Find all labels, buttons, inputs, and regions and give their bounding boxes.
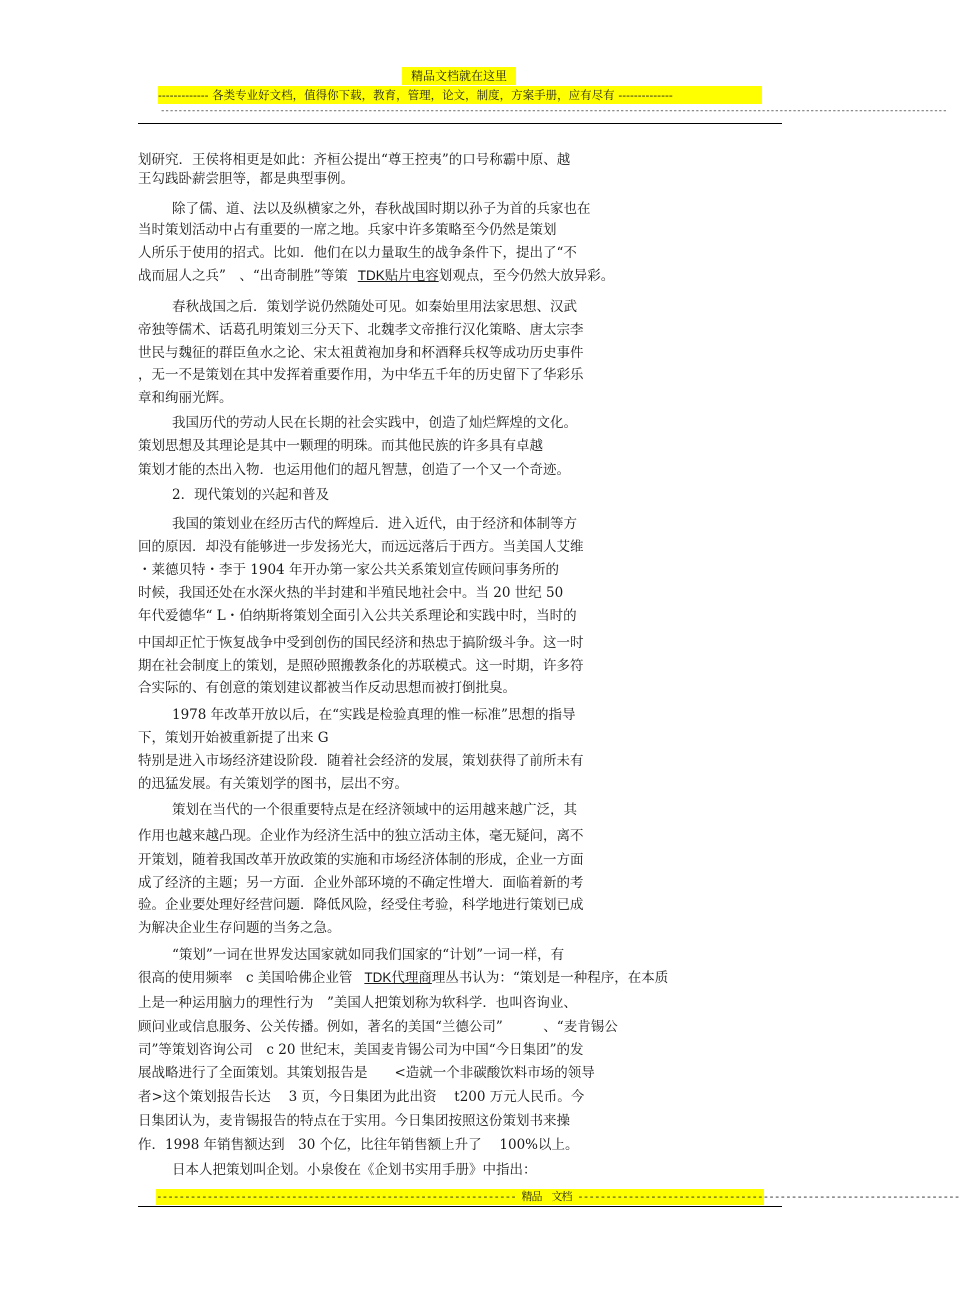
- text-line: 我国的策划业在经历古代的辉煌后．进入近代，由于经济和体制等方: [172, 516, 577, 532]
- text-line: 中国却正忙于恢复战争中受到创伤的国民经济和热忠于搞阶级斗争。这一时: [138, 635, 584, 651]
- text-span: 很高的使用频率 c 美国哈佛企业管: [138, 970, 353, 986]
- text-line: 春秋战国之后．策划学说仍然随处可见。如秦始里用法家思想、汉武: [172, 299, 577, 315]
- text-line: 展战略进行了全面策划。其策划报告是 <造就一个非碳酸饮料市场的领导: [138, 1065, 595, 1081]
- text-line: 年代爱德华“ L・伯纳斯将策划全面引入公共关系理论和实践中时，当时的: [138, 608, 577, 624]
- text-line: 划研究．王侯将相更是如此：齐桓公提出“尊王控夷”的口号称霸中原、越: [138, 152, 571, 168]
- text-line: 1978 年改革开放以后，在“实践是检验真理的惟一标准”思想的指导: [172, 707, 576, 723]
- footer-rule: [138, 1206, 782, 1207]
- text-span: 战而屈人之兵” 、“出奇制胜”等策: [138, 268, 348, 284]
- text-line: 除了儒、道、法以及纵横家之外，春秋战国时期以孙子为首的兵家也在: [172, 201, 591, 217]
- text-line: [138, 267, 614, 285]
- text-span: 划观点，至今仍然大放异彩。: [438, 268, 615, 284]
- tdk-agent-link[interactable]: TDK代理商: [364, 970, 432, 985]
- section-heading: 2．现代策划的兴起和普及: [172, 487, 330, 503]
- text-line: 特别是进入市场经济建设阶段．随着社会经济的发展，策划获得了前所未有: [138, 753, 584, 769]
- text-line: 时候，我国还处在水深火热的半封建和半殖民地社会中。当 20 世纪 50: [138, 585, 564, 601]
- text-line: 者>这个策划报告长达 3 页，今日集团为此出资 t200 万元人民币。今: [138, 1089, 585, 1105]
- header-rule: [138, 123, 782, 124]
- text-line: 我国历代的劳动人民在长期的社会实践中，创造了灿烂辉煌的文化。: [172, 415, 577, 431]
- text-line: 章和绚丽光辉。: [138, 390, 233, 406]
- text-line: 上是一种运用脑力的理性行为 ”美国人把策划称为软科学．也叫咨询业、: [138, 995, 577, 1011]
- text-line: 策划在当代的一个很重要特点是在经济领域中的运用越来越广泛，其: [172, 802, 577, 818]
- text-line: 司”等策划咨询公司 c 20 世纪末，美国麦肯锡公司为中国“今日集团”的发: [138, 1042, 584, 1058]
- text-line: 策划思想及其理论是其中一颗理的明珠。而其他民族的许多具有卓越: [138, 438, 543, 454]
- text-line: ，无一不是策划在其中发挥着重要作用，为中华五千年的历史留下了华彩乐: [138, 367, 584, 383]
- text-line: 人所乐于使用的招式。比如．他们在以力量取生的战争条件下，提出了“不: [138, 245, 577, 261]
- text-line: 期在社会制度上的策划，是照砂照搬教条化的苏联模式。这一时期，许多符: [138, 658, 584, 674]
- text-line: 回的原因．却没有能够进一步发扬光大，而远远落后于西方。当美国人艾维: [138, 539, 584, 555]
- tdk-capacitor-link[interactable]: TDK贴片电容: [357, 268, 439, 283]
- header-dash-line: ----------------------------------------------------------------------------------------------------------------------------------------------------------------------------------: [160, 106, 947, 116]
- text-line: 日本人把策划叫企划。小泉俊在《企划书实用手册》中指出：: [172, 1162, 537, 1178]
- text-line: 为解决企业生存问题的当务之急。: [138, 920, 341, 936]
- text-line: 验。企业要处理好经营问题．降低风险，经受住考验，科学地进行策划已成: [138, 897, 584, 913]
- text-line: 开策划，随着我国改革开放政策的实施和市场经济体制的形成，企业一方面: [138, 852, 584, 868]
- text-line: 日集团认为，麦肯锡报告的特点在于实用。今日集团按照这份策划书来操: [138, 1113, 570, 1129]
- text-line: “策划”一词在世界发达国家就如同我们国家的“计划”一词一样，有: [172, 947, 565, 963]
- text-line: ・莱德贝特・李于 1904 年开办第一家公共关系策划宣传顾问事务所的: [138, 562, 559, 578]
- text-line: 王勾践卧薪尝胆等，都是典型事例。: [138, 171, 354, 187]
- text-line: 的迅猛发展。有关策划学的图书，层出不穷。: [138, 776, 408, 792]
- text-line: [138, 969, 668, 987]
- text-line: 策划才能的杰出入物．也运用他们的超凡智慧，创造了一个又一个奇迹。: [138, 462, 570, 478]
- text-line: 作用也越来越凸现。企业作为经济生活中的独立活动主体，毫无疑问，离不: [138, 828, 584, 844]
- text-span: 理丛书认为：“策划是一种程序，在本质: [431, 970, 669, 986]
- text-line: 下，策划开始被重新提了出来 G: [138, 730, 329, 746]
- text-line: 顾问业或信息服务、公关传播。例如，著名的美国“兰德公司” 、“麦肯锡公: [138, 1019, 618, 1035]
- text-line: 当时策划活动中占有重要的一席之地。兵家中许多策略至今仍然是策划: [138, 222, 557, 238]
- footer-banner: ---------------------------------------------------------------- 精品 文档 --------------------------------------------------------------------: [156, 1190, 959, 1203]
- text-line: 帝独等儒术、话葛孔明策划三分天下、北魏孝文帝推行汉化策略、唐太宗李: [138, 322, 584, 338]
- header-title: 精品文档就在这里: [402, 67, 516, 85]
- text-line: 世民与魏征的群臣鱼水之论、宋太祖黄袍加身和杯酒释兵权等成功历史事件: [138, 345, 584, 361]
- text-line: 成了经济的主题；另一方面．企业外部环境的不确定性增大．面临着新的考: [138, 875, 584, 891]
- text-line: 合实际的、有创意的策划建议都被当作反动思想而被打倒批臭。: [138, 680, 516, 696]
- text-line: 作．1998 年销售额达到 30 个亿，比往年销售额上升了 100%以上。: [138, 1137, 579, 1153]
- header-banner: ------------- 各类专业好文档，值得你下载，教育，管理，论文，制度，方案手册，应有尽有 --------------: [158, 86, 762, 104]
